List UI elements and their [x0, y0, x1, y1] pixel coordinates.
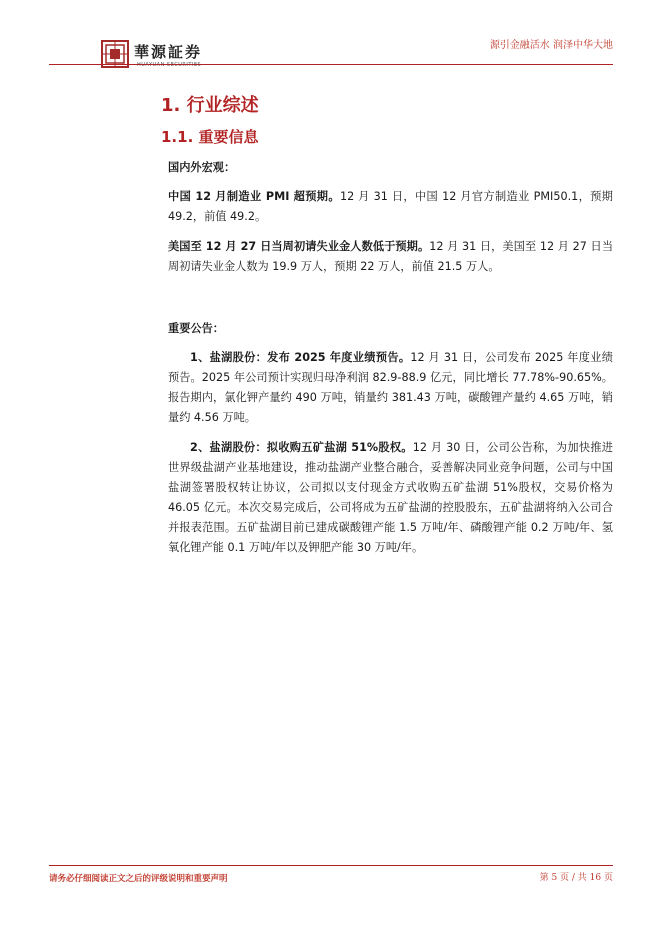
- macro-item-headline: 美国至 12 月 27 日当周初请失业金人数低于预期。: [168, 240, 430, 253]
- announcements-label: 重要公告：: [168, 322, 224, 335]
- footer-disclaimer: 请务必仔细阅读正文之后的评级说明和重要声明: [49, 874, 228, 884]
- footer-divider: [49, 865, 613, 866]
- announcement-text: 12 月 30 日，公司公告称，为加快推进世界级盐湖产业基地建设，推动盐湖产业整合融合，妥善解决同业竞争问题，公司与中国盐湖签署股权转让协议，公司拟以支付现金方式收购五矿盐湖 51%股权，交易价格为 46.05 亿元。本次交易完成后，公司将成为五矿盐湖的控股股东，五矿盐湖将纳入公司合并报表范围。五矿盐湖目前已建成碳酸锂产能 1.5 万吨/年、磷酸锂产能 0.2 万吨/年、氢氧化锂产能 0.1 万吨/年以及钾肥产能 30 万吨/年。: [168, 441, 613, 554]
- section-heading: 1. 行业综述: [161, 95, 259, 116]
- brand-english-name: HUAYUAN SECURITIES: [137, 62, 202, 68]
- header-slogan: 源引金融活水 润泽中华大地: [489, 40, 613, 51]
- macro-item-text: 12 月 31 日，中国 12 月官方制造业 PMI50.1，预期 49.2，前值 49.2。: [168, 190, 613, 223]
- announcement-item-forecast: [168, 348, 613, 428]
- announcement-item-acquisition: [168, 438, 613, 558]
- macro-item-china-pmi: [168, 187, 613, 227]
- announcement-headline: 1、盐湖股份：发布 2025 年度业绩预告。: [190, 351, 411, 364]
- main-content: [168, 158, 613, 558]
- brand-name: 華源証券: [134, 43, 203, 61]
- page-header: [0, 0, 662, 80]
- announcement-text: 12 月 31 日，公司发布 2025 年度业绩预告。2025 年公司预计实现归母净利润 82.9-88.9 亿元，同比增长 77.78%-90.65%。报告期内，氯化钾产量约 490 万吨，销量约 381.43 万吨，碳酸锂产量约 4.65 万吨，销量约 4.56 万吨。: [168, 351, 613, 424]
- page-number: 第 5 页 / 共 16 页: [539, 873, 613, 883]
- macro-label: 国内外宏观：: [168, 161, 236, 174]
- announcement-headline: 2、盐湖股份：拟收购五矿盐湖 51%股权。: [190, 441, 413, 454]
- subsection-heading: 1.1. 重要信息: [161, 128, 259, 146]
- macro-item-headline: 中国 12 月制造业 PMI 超预期。: [168, 190, 340, 203]
- macro-item-us-jobless: [168, 237, 613, 277]
- macro-item-text: 12 月 31 日，美国至 12 月 27 日当周初请失业金人数为 19.9 万人，预期 22 万人，前值 21.5 万人。: [168, 240, 614, 273]
- header-divider: [49, 64, 613, 65]
